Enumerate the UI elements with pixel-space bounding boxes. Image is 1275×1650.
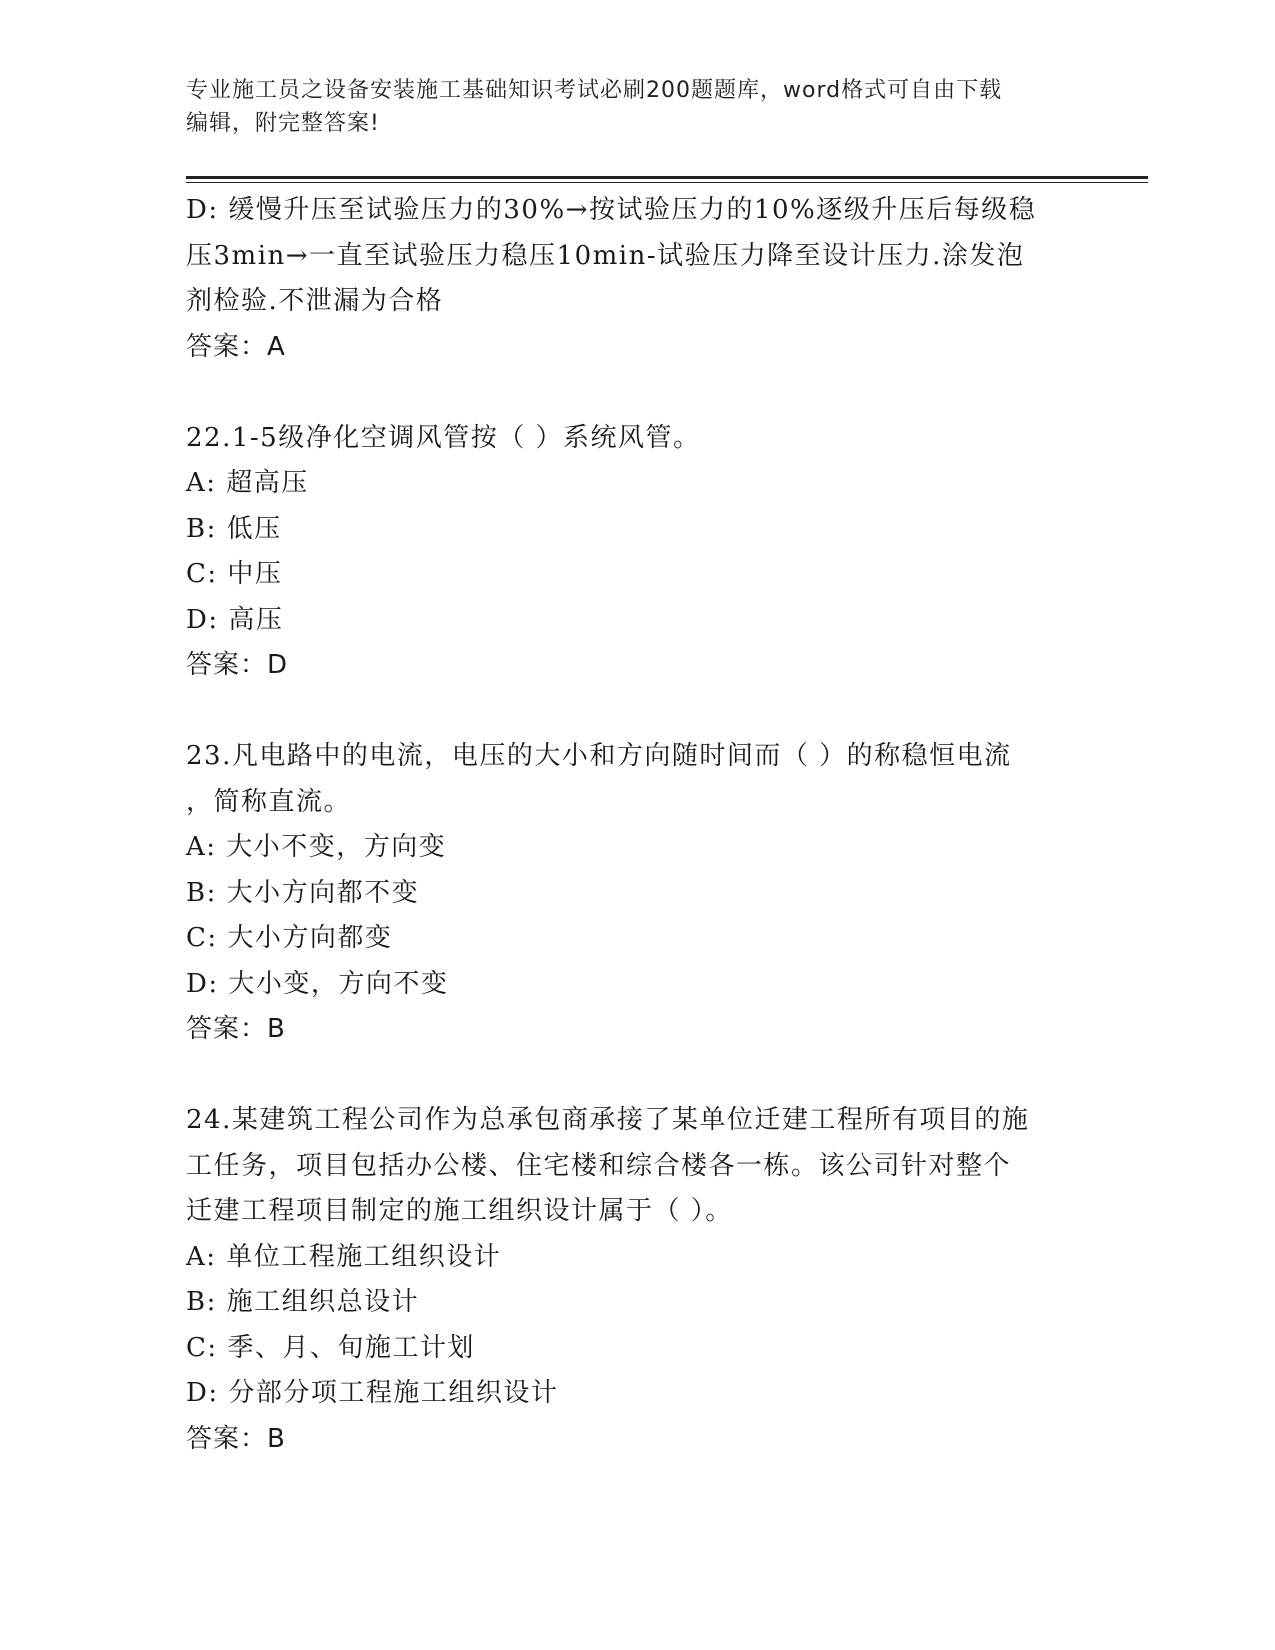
option-a: A: 单位工程施工组织设计 <box>186 1241 502 1272</box>
option-c: C: 中压 <box>186 559 283 589</box>
question-24 <box>186 1098 1066 1462</box>
option-a: A: 大小不变，方向变 <box>186 832 447 862</box>
answer-label: 答案：D <box>186 650 289 680</box>
option-c: C: 大小方向都变 <box>186 923 393 953</box>
question-23 <box>186 734 1066 1053</box>
option-d: D: 大小变，方向不变 <box>186 968 449 999</box>
option-d: D: 分部分项工程施工组织设计 <box>186 1378 559 1408</box>
question-stem-line-1: 23.凡电路中的电流，电压的大小和方向随时间而（ ）的称稳恒电流 <box>186 741 1012 771</box>
header-divider-thin <box>186 182 1148 183</box>
question-stem-line-1: 24.某建筑工程公司作为总承包商承接了某单位迁建工程所有项目的施 <box>186 1105 1030 1135</box>
question-spacer <box>186 1053 1066 1099</box>
option-c: C: 季、月、旬施工计划 <box>186 1332 475 1363</box>
document-header <box>186 74 1066 140</box>
answer-label: 答案：B <box>186 1423 286 1454</box>
header-divider-thick <box>186 176 1148 179</box>
question-stem: 22.1-5级净化空调风管按（ ）系统风管。 <box>186 422 701 453</box>
question-21-continuation <box>186 188 1066 370</box>
header-title-line-1: 专业施工员之设备安装施工基础知识考试必刷200题题库，word格式可自由下载 <box>186 78 1003 103</box>
question-stem-line-2: 工任务，项目包括办公楼、住宅楼和综合楼各一栋。该公司针对整个 <box>186 1150 1012 1181</box>
question-content <box>186 188 1066 1462</box>
option-d: D: 高压 <box>186 604 284 635</box>
option-b: B: 大小方向都不变 <box>186 877 420 908</box>
question-stem-line-2: ，简称直流。 <box>186 786 352 817</box>
question-spacer <box>186 689 1066 735</box>
header-title-line-2: 编辑，附完整答案! <box>186 111 380 136</box>
question-stem-line-3: 迁建工程项目制定的施工组织设计属于（ ）。 <box>186 1196 733 1226</box>
option-a: A: 超高压 <box>186 468 309 498</box>
option-d-line-3: 剂检验.不泄漏为合格 <box>186 286 444 316</box>
option-d-line-2: 压3min→一直至试验压力稳压10min-试验压力降至设计压力.涂发泡 <box>186 240 1025 271</box>
question-spacer <box>186 370 1066 416</box>
question-22 <box>186 416 1066 689</box>
answer-label: 答案：A <box>186 331 286 362</box>
option-d-line-1: D: 缓慢升压至试验压力的30%→按试验压力的10%逐级升压后每级稳 <box>186 195 1037 225</box>
answer-label: 答案：B <box>186 1014 286 1044</box>
option-b: B: 低压 <box>186 513 282 544</box>
option-b: B: 施工组织总设计 <box>186 1287 420 1317</box>
